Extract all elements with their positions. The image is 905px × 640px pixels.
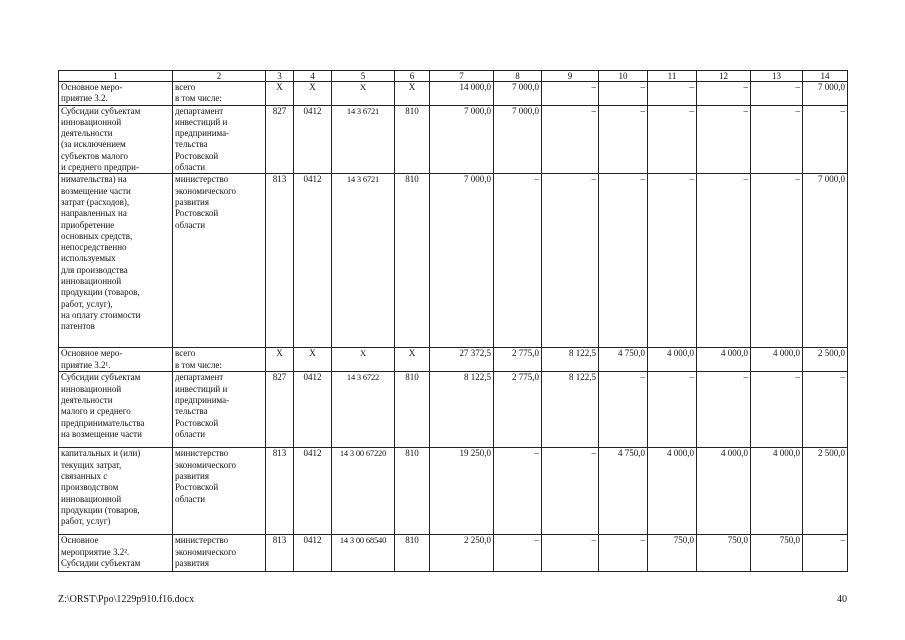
table-cell: министерство экономического развития Ростовской области (173, 448, 266, 535)
table-cell: – (494, 535, 542, 572)
column-header: 6 (395, 71, 430, 82)
table-cell: департамент инвестиций и предпринима- тельства Ростовской области (173, 372, 266, 448)
table-row (59, 535, 848, 572)
column-header: 3 (266, 71, 294, 82)
table-cell: 4 750,0 (599, 348, 648, 372)
table-cell: – (751, 105, 803, 174)
table-cell: 4 000,0 (751, 448, 803, 535)
table-cell: 0412 (294, 448, 332, 535)
table-cell: Х (266, 348, 294, 372)
table-cell: 810 (395, 174, 430, 348)
table-cell: – (599, 174, 648, 348)
table-cell: Основное меро- приятие 3.2. (59, 82, 173, 106)
table-cell: 4 000,0 (648, 348, 697, 372)
table-cell: – (751, 174, 803, 348)
table-cell: 2 775,0 (494, 348, 542, 372)
table-cell: 14 3 00 67220 (332, 448, 395, 535)
table-cell: 810 (395, 535, 430, 572)
table-cell: – (751, 82, 803, 106)
table-cell: 750,0 (648, 535, 697, 572)
table-cell: – (599, 535, 648, 572)
table-cell: 4 000,0 (697, 348, 751, 372)
header-row (59, 71, 848, 82)
table-cell: – (648, 174, 697, 348)
table-cell: всего в том числе: (173, 348, 266, 372)
table-cell: Основное мероприятие 3.2². Субсидии субъектам (59, 535, 173, 572)
table-body (59, 71, 848, 572)
column-header: 13 (751, 71, 803, 82)
table-cell: – (542, 82, 599, 106)
table-cell: 4 750,0 (599, 448, 648, 535)
table-cell: Х (332, 348, 395, 372)
table-cell: – (648, 105, 697, 174)
table-cell: 750,0 (697, 535, 751, 572)
table-cell: 813 (266, 448, 294, 535)
table-cell: – (697, 105, 751, 174)
table-cell: Х (395, 82, 430, 106)
file-path: Z:\ORST\Ppo\1229p910.f16.docx (58, 594, 195, 605)
table-cell: 8 122,5 (542, 372, 599, 448)
table-cell: Х (294, 348, 332, 372)
table-row (59, 174, 848, 348)
table-cell: Х (266, 82, 294, 106)
table-cell: 7 000,0 (494, 105, 542, 174)
table-cell: 14 000,0 (430, 82, 494, 106)
table-cell: 8 122,5 (542, 348, 599, 372)
table-cell: 2 775,0 (494, 372, 542, 448)
table-cell: 14 3 6722 (332, 372, 395, 448)
table-cell: всего в том числе: (173, 82, 266, 106)
table-cell: – (803, 105, 848, 174)
table-cell: департамент инвестиций и предпринима- тельства Ростовской области (173, 105, 266, 174)
table-cell: 7 000,0 (803, 82, 848, 106)
table-cell: – (697, 82, 751, 106)
table-cell: 2 500,0 (803, 348, 848, 372)
column-header: 10 (599, 71, 648, 82)
table-cell: 27 372,5 (430, 348, 494, 372)
table-cell: – (599, 82, 648, 106)
column-header: 4 (294, 71, 332, 82)
table-cell: 810 (395, 105, 430, 174)
table-cell: – (494, 448, 542, 535)
column-header: 7 (430, 71, 494, 82)
table-row (59, 82, 848, 106)
table-row (59, 448, 848, 535)
table-cell: 0412 (294, 535, 332, 572)
table-cell: министерство экономического развития (173, 535, 266, 572)
table-cell: 0412 (294, 174, 332, 348)
table-cell: 813 (266, 535, 294, 572)
table-cell: 7 000,0 (430, 174, 494, 348)
table-cell: 813 (266, 174, 294, 348)
table-cell: 14 3 00 68540 (332, 535, 395, 572)
column-header: 8 (494, 71, 542, 82)
table-cell: 0412 (294, 105, 332, 174)
table-cell: 14 3 6721 (332, 174, 395, 348)
table-cell: 0412 (294, 372, 332, 448)
table-cell: – (803, 372, 848, 448)
column-header: 12 (697, 71, 751, 82)
table-cell: министерство экономического развития Ростовской области (173, 174, 266, 348)
table-cell: 4 000,0 (697, 448, 751, 535)
table-cell: 7 000,0 (494, 82, 542, 106)
table-cell: 750,0 (751, 535, 803, 572)
table-cell: – (542, 448, 599, 535)
table-cell: – (494, 174, 542, 348)
column-header: 5 (332, 71, 395, 82)
table-cell: 2 250,0 (430, 535, 494, 572)
table-cell: – (599, 372, 648, 448)
column-header: 1 (59, 71, 173, 82)
table-cell: капитальных и (или) текущих затрат, связанных с производством инновационной продукции (товаров, работ, услуг) (59, 448, 173, 535)
column-header: 2 (173, 71, 266, 82)
table-cell: Х (332, 82, 395, 106)
table-cell: – (697, 174, 751, 348)
table-cell: 8 122,5 (430, 372, 494, 448)
table-cell: 810 (395, 372, 430, 448)
table-cell: – (542, 535, 599, 572)
table-cell: 827 (266, 105, 294, 174)
table-cell: 7 000,0 (430, 105, 494, 174)
table-cell: нимательства) на возмещение части затрат (расходов), направленных на приобретение основных средств, непосредственно используемых для производства инновационной продукции (товаров, работ, услуг), на оплату стоимости патентов (59, 174, 173, 348)
table-cell: – (542, 174, 599, 348)
table-cell: Х (294, 82, 332, 106)
table-cell: – (697, 372, 751, 448)
table-cell: – (648, 82, 697, 106)
column-header: 14 (803, 71, 848, 82)
table-cell: 7 000,0 (803, 174, 848, 348)
table-cell: 827 (266, 372, 294, 448)
table-cell: 4 000,0 (751, 348, 803, 372)
table-cell: Основное меро- приятие 3.2¹. (59, 348, 173, 372)
table-cell: 810 (395, 448, 430, 535)
table-cell: 4 000,0 (648, 448, 697, 535)
table-cell: 19 250,0 (430, 448, 494, 535)
table-cell: Субсидии субъектам инновационной деятельности (за исключением субъектов малого и среднего предпри- (59, 105, 173, 174)
table-cell: Субсидии субъектам инновационной деятельности малого и среднего предпринимательства на возмещение части (59, 372, 173, 448)
column-header: 11 (648, 71, 697, 82)
column-header: 9 (542, 71, 599, 82)
table-cell: 14 3 6721 (332, 105, 395, 174)
table-cell: Х (395, 348, 430, 372)
table-row (59, 348, 848, 372)
table-cell: – (751, 372, 803, 448)
table-cell: 2 500,0 (803, 448, 848, 535)
table-cell: – (803, 535, 848, 572)
table-row (59, 105, 848, 174)
table-cell: – (648, 372, 697, 448)
budget-table (58, 70, 848, 572)
table-cell: – (599, 105, 648, 174)
table-cell: – (542, 105, 599, 174)
table-row (59, 372, 848, 448)
page-number: 40 (837, 594, 847, 605)
